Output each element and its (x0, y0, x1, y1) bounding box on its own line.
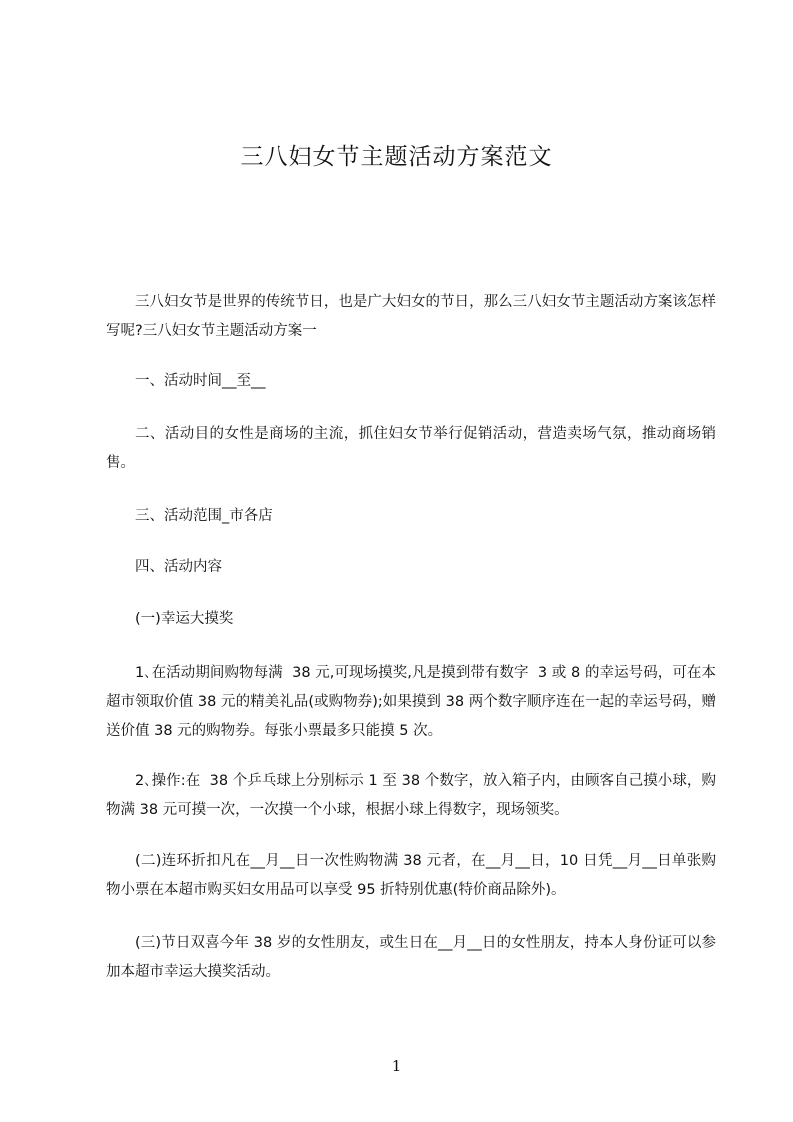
section-activity-purpose: 二、活动目的女性是商场的主流，抓住妇女节举行促销活动，营造卖场气氛，推动商场销售。 (106, 426, 716, 471)
page-number: 1 (391, 1057, 402, 1075)
intro-paragraph: 三八妇女节是世界的传统节日，也是广大妇女的节日，那么三八妇女节主题活动方案该怎样写呢?三八妇女节主题活动方案一 (106, 294, 716, 339)
section-activity-content: 四、活动内容 (135, 559, 222, 575)
subsection-lucky-draw: (一)幸运大摸奖 (135, 611, 234, 627)
lucky-draw-rule-1: 1､在活动期间购物每满 38 元,可现场摸奖,凡是摸到带有数字 3 或 8 的幸运号码，可在本超市领取价值 38 元的精美礼品(或购物券);如果摸到 38 两个数字顺序连在一起的幸运号码，赠送价值 38 元的购物券。每张小票最多只能摸 5 次。 (106, 665, 716, 739)
subsection-double-happiness: (三)节日双喜今年 38 岁的女性朋友，或生日在__月__日的女性朋友，持本人身份证可以参加本超市幸运大摸奖活动。 (106, 935, 716, 980)
lucky-draw-rule-2: 2､操作:在 38 个乒乓球上分别标示 1 至 38 个数字，放入箱子内，由顾客自己摸小球，购物满 38 元可摸一次，一次摸一个小球，根据小球上得数字，现场领奖。 (106, 773, 716, 818)
section-activity-scope: 三、活动范围_市各店 (135, 508, 273, 524)
subsection-chain-discount: (二)连环折扣凡在__月__日一次性购物满 38 元者，在__月__日，10 日凭__月__日单张购物小票在本超市购买妇女用品可以享受 95 折特别优惠(特价商品除外)。 (106, 853, 716, 898)
document-title: 三八妇女节主题活动方案范文 (240, 144, 553, 170)
section-activity-time: 一、活动时间__至__ (135, 373, 266, 389)
